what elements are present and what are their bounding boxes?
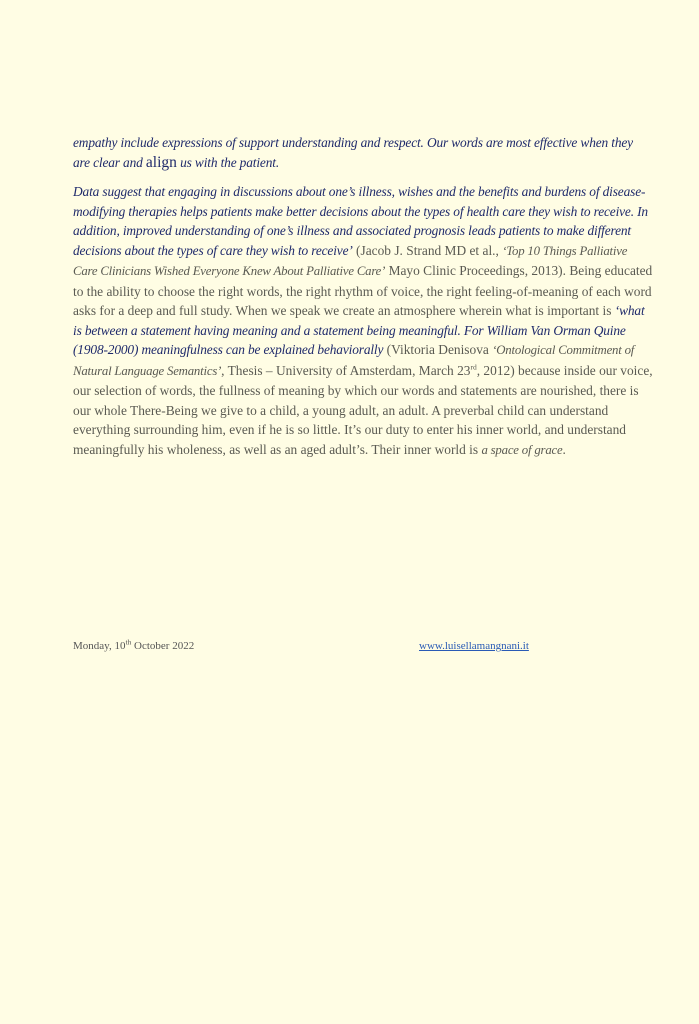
superscript-rd: rd	[470, 362, 477, 372]
date-superscript: th	[125, 637, 132, 647]
citation-denisova-info: , Thesis – University of Amsterdam, March 23	[221, 362, 471, 378]
emphasis-align: align	[145, 153, 177, 171]
body-text-1: Mayo Clinic Proceedings, 2013). Being educated to the ability to choose the right words, the right rhythm of voice, the right feeling-of-meaning of each word asks for a deep and full study. When we speak we create an atmosphere wherein what is important is	[73, 263, 653, 318]
citation-strand-title: ‘Top 10 Things Palliative Care Clinicians Wished Everyone Knew About Palliative Care’	[73, 243, 628, 278]
paragraph-empathy	[73, 133, 653, 172]
emphasis-space-of-grace: a space of grace	[481, 442, 563, 457]
citation-strand: (Jacob J. Strand MD et al.,	[352, 242, 503, 258]
date-month-year: October 2022	[131, 640, 195, 652]
body-text-2: , 2012) because inside our voice, our selection of words, the fullness of meaning by which our words and statements are nourished, there is our whole There-Being we give to a child, a young adult, an adult. A preverbal child can understand everything surrounding him, even if he is so little. It’s our duty to enter his inner world, and understand meaningfully his wholeness, as well as an aged adult’s. Their inner world is	[73, 362, 653, 457]
document-body	[73, 133, 653, 460]
date-day: Monday, 10	[73, 640, 126, 652]
footer-date	[73, 637, 195, 652]
citation-denisova: (Viktoria Denisova	[383, 342, 493, 357]
quote-empathy: empathy include expressions of support understanding and respect. Our words are most effective when they are clear and	[73, 135, 633, 170]
quote-strand: Data suggest that engaging in discussions about one’s illness, wishes and the benefits and burdens of disease-modifying therapies helps patients make better decisions about the types of health care they wish to receive. In addition, improved understanding of one’s illness and associated prognosis leads patients to make different decisions about the types of care they wish to receive’	[73, 184, 648, 258]
quote-quine: ‘what is between a statement having meaning and a statement being meaningful. For William Van Orman Quine (1908-2000) meaningfulness can be explained behaviorally	[73, 303, 645, 357]
period: .	[562, 441, 566, 457]
quote-empathy-end: us with the patient.	[176, 154, 280, 170]
paragraph-main	[73, 182, 653, 460]
citation-denisova-title: ‘Ontological Commitment of Natural Language Semantics’	[73, 343, 635, 378]
website-link[interactable]: www.luisellamangnani.it	[419, 640, 529, 652]
